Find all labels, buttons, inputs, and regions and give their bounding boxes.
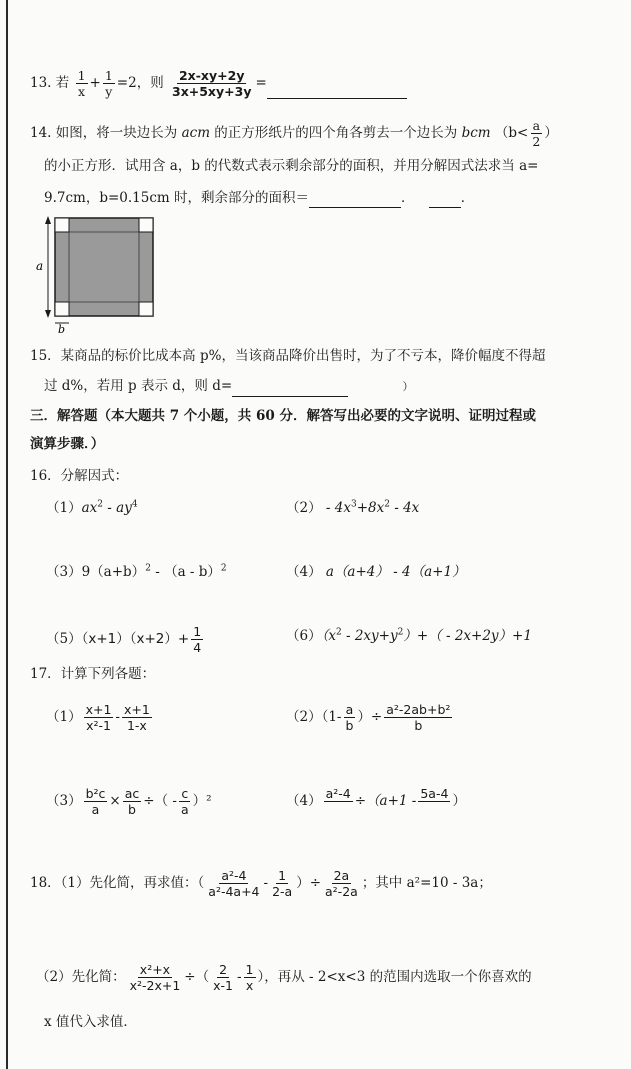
part-label: （2）	[286, 709, 322, 725]
fraction-1-over-y: $\frac{1}{y}$	[104, 68, 113, 99]
page-margin-line	[6, 0, 8, 1069]
fraction: $\frac{\text{a²-2ab+b²}}{b}$	[386, 702, 451, 733]
section-heading-text: 三．解答题（本大题共 7 个小题，共 60 分．解答写出必要的文字说明、证明过程或	[30, 408, 536, 424]
expr: （x+1）（x+2）+	[81, 631, 190, 647]
exponent: 4	[131, 499, 138, 510]
q18-text: ）÷	[296, 875, 322, 891]
expr: 9（a+b）	[81, 564, 146, 580]
q18-text: ），再从 - 2<x<3 的范围内选取一个你喜欢的	[257, 969, 532, 985]
fraction: $\frac{\text{a²-4}}{\text{a²-4a+4}}$	[208, 868, 260, 899]
q13-condition: =2，则	[116, 75, 164, 91]
expr: （1-	[321, 709, 342, 725]
question-14-line-2	[44, 156, 538, 176]
part-label: （6）	[286, 628, 322, 644]
expr: ax	[81, 500, 98, 516]
part-label: （3）	[46, 793, 82, 809]
q16-title: 16．分解因式：	[30, 468, 129, 484]
expr: ）÷	[357, 709, 383, 725]
question-number: 13.	[30, 75, 52, 91]
corner-cut-bottom-right	[139, 302, 153, 316]
fraction-a-over-2: $\frac{a}{2}$	[532, 118, 541, 149]
q14-dot: ．	[401, 190, 415, 206]
corner-cut-top-left	[55, 218, 69, 232]
q16-part-4	[286, 562, 466, 582]
square-cut-corners-figure	[36, 212, 166, 336]
section-3-heading	[30, 406, 536, 426]
q18-part-1	[30, 868, 492, 899]
part-label: （4）	[286, 793, 322, 809]
expr: - ay	[103, 500, 132, 516]
part-label: （4）	[286, 564, 322, 580]
q14-text: 9.7cm，b=0.15cm 时，剩余部分的面积＝	[44, 190, 309, 206]
q17-title: 17．计算下列各题：	[30, 666, 156, 682]
exponent: 2	[384, 499, 390, 510]
fraction-1-over-4: $\frac{1}{4}$	[193, 624, 202, 655]
expr: - 4x	[321, 500, 351, 516]
section-heading-text: 演算步骤．）	[30, 436, 105, 452]
fraction: $\frac{\text{b²c}}{a}$	[85, 786, 106, 817]
q14-text: 如图，将一块边长为	[55, 125, 178, 141]
q16-part-6	[286, 626, 532, 646]
q18-text: 18．（1）先化简，再求值：（	[30, 875, 205, 891]
label-a: a	[36, 259, 44, 273]
exponent: 3	[350, 499, 357, 510]
q14-dot: ．	[460, 190, 475, 206]
question-15-line-2	[44, 376, 413, 397]
answer-blank[interactable]	[429, 193, 461, 208]
question-15-line-1	[30, 346, 545, 366]
fraction: $\frac{2}{x-1}$	[213, 962, 233, 993]
fraction: $\frac{2a}{\text{a²-2a}}$	[325, 868, 358, 899]
expr: ）²	[192, 793, 212, 809]
q18-part-2	[36, 962, 532, 993]
expr: ÷（a+1 -	[354, 793, 417, 809]
fraction: $\frac{a}{b}$	[345, 702, 354, 733]
part-label: （1）	[46, 709, 82, 725]
q17-part-2	[286, 702, 454, 733]
arrow-bottom	[45, 310, 51, 318]
fraction: $\frac{x+1}{1-x}$	[123, 702, 150, 733]
exponent: 2	[145, 563, 151, 574]
question-16-title	[30, 466, 128, 486]
stray-mark: ）	[402, 380, 414, 393]
expr: +8x	[356, 500, 385, 516]
exponent: 2	[220, 563, 227, 574]
q14-acm: acm	[181, 125, 210, 141]
q14-bcm: bcm	[461, 125, 491, 141]
q15-text: 过 d%，若用 p 表示 d，则 d=	[44, 378, 233, 394]
square-sheet	[55, 218, 153, 316]
fraction: 5a-4	[420, 786, 449, 801]
expr: ）+（ - 2x+2y）+1	[403, 628, 532, 644]
fraction-1-over-x: $\frac{1}{x}$	[77, 68, 86, 99]
answer-blank[interactable]	[267, 84, 407, 99]
q14-text: 的小正方形．试用含 a，b 的代数式表示剩余部分的面积，并用分解因式法求当 a=	[44, 158, 539, 174]
q18-text: x 值代入求值．	[44, 1014, 137, 1030]
fraction: $\frac{ac}{b}$	[124, 786, 140, 817]
fraction: a²-4	[325, 786, 351, 801]
q14-condition: （b<	[494, 125, 529, 141]
q18-text: ；其中 a²=10 - 3a；	[361, 875, 492, 891]
fraction: $\frac{x+1}{\text{x²-1}}$	[85, 702, 112, 733]
operator: -	[263, 875, 269, 891]
question-14-line-1	[30, 118, 558, 149]
expr: - 4x	[389, 500, 420, 516]
q13-plus: +	[89, 75, 101, 91]
q17-part-1	[46, 702, 154, 733]
fraction: $\frac{c}{a}$	[180, 786, 189, 817]
part-label: （5）	[46, 631, 82, 647]
expr: a（a+4） - 4（a+1）	[321, 564, 466, 580]
arrow-top	[45, 216, 51, 224]
q17-part-4	[286, 786, 466, 817]
expr: - 2xy+y	[341, 628, 398, 644]
fraction-expression: $\frac{2x-xy+2y}{3x+5xy+3y}$	[172, 68, 252, 99]
q16-part-2	[286, 498, 419, 518]
fraction: $\frac{1}{x}$	[245, 962, 254, 993]
operator: -	[236, 969, 242, 985]
part-label: （2）	[286, 500, 322, 516]
section-3-heading-line-2	[30, 434, 104, 454]
question-13	[30, 68, 407, 99]
expr: （x	[321, 628, 336, 644]
part-label: （3）	[46, 564, 82, 580]
q18-part-2-line-2	[44, 1012, 137, 1032]
q13-text-ruo: 若	[55, 75, 70, 91]
corner-cut-top-right	[139, 218, 153, 232]
q16-part-3	[46, 562, 227, 582]
q14-condition-close: ）	[544, 125, 558, 141]
q15-text: 15．某商品的标价比成本高 p%，当该商品降价出售时，为了不亏本，降价幅度不得超	[30, 348, 546, 364]
q16-part-5	[46, 624, 205, 655]
q14-text: 的正方形纸片的四个角各剪去一个边长为	[214, 125, 458, 141]
part-label: （1）	[46, 500, 82, 516]
question-number: 14.	[30, 125, 52, 141]
q18-text: ÷（	[184, 969, 210, 985]
expr: ）	[452, 793, 466, 809]
fraction: $\frac{\text{x²+x}}{\text{x²-2x+1}}$	[129, 962, 181, 993]
question-17-title	[30, 664, 155, 684]
exponent: 2	[97, 499, 103, 510]
q16-part-1	[46, 498, 138, 518]
operator: ÷（ -	[143, 793, 177, 809]
corner-cut-bottom-left	[55, 302, 69, 316]
operator: -	[115, 709, 120, 725]
q18-text: （2）先化简：	[36, 969, 126, 985]
answer-blank[interactable]	[232, 382, 348, 397]
exponent: 2	[335, 627, 342, 638]
label-b: b	[58, 323, 66, 336]
operator: ×	[109, 793, 121, 809]
answer-blank[interactable]	[309, 193, 401, 208]
q17-part-3	[46, 786, 212, 817]
q13-equals: =	[255, 75, 267, 91]
question-14-line-3	[44, 188, 474, 208]
exponent: 2	[397, 627, 404, 638]
fraction: $\frac{1}{2-a}$	[272, 868, 293, 899]
expr: - （a - b）	[150, 564, 221, 580]
